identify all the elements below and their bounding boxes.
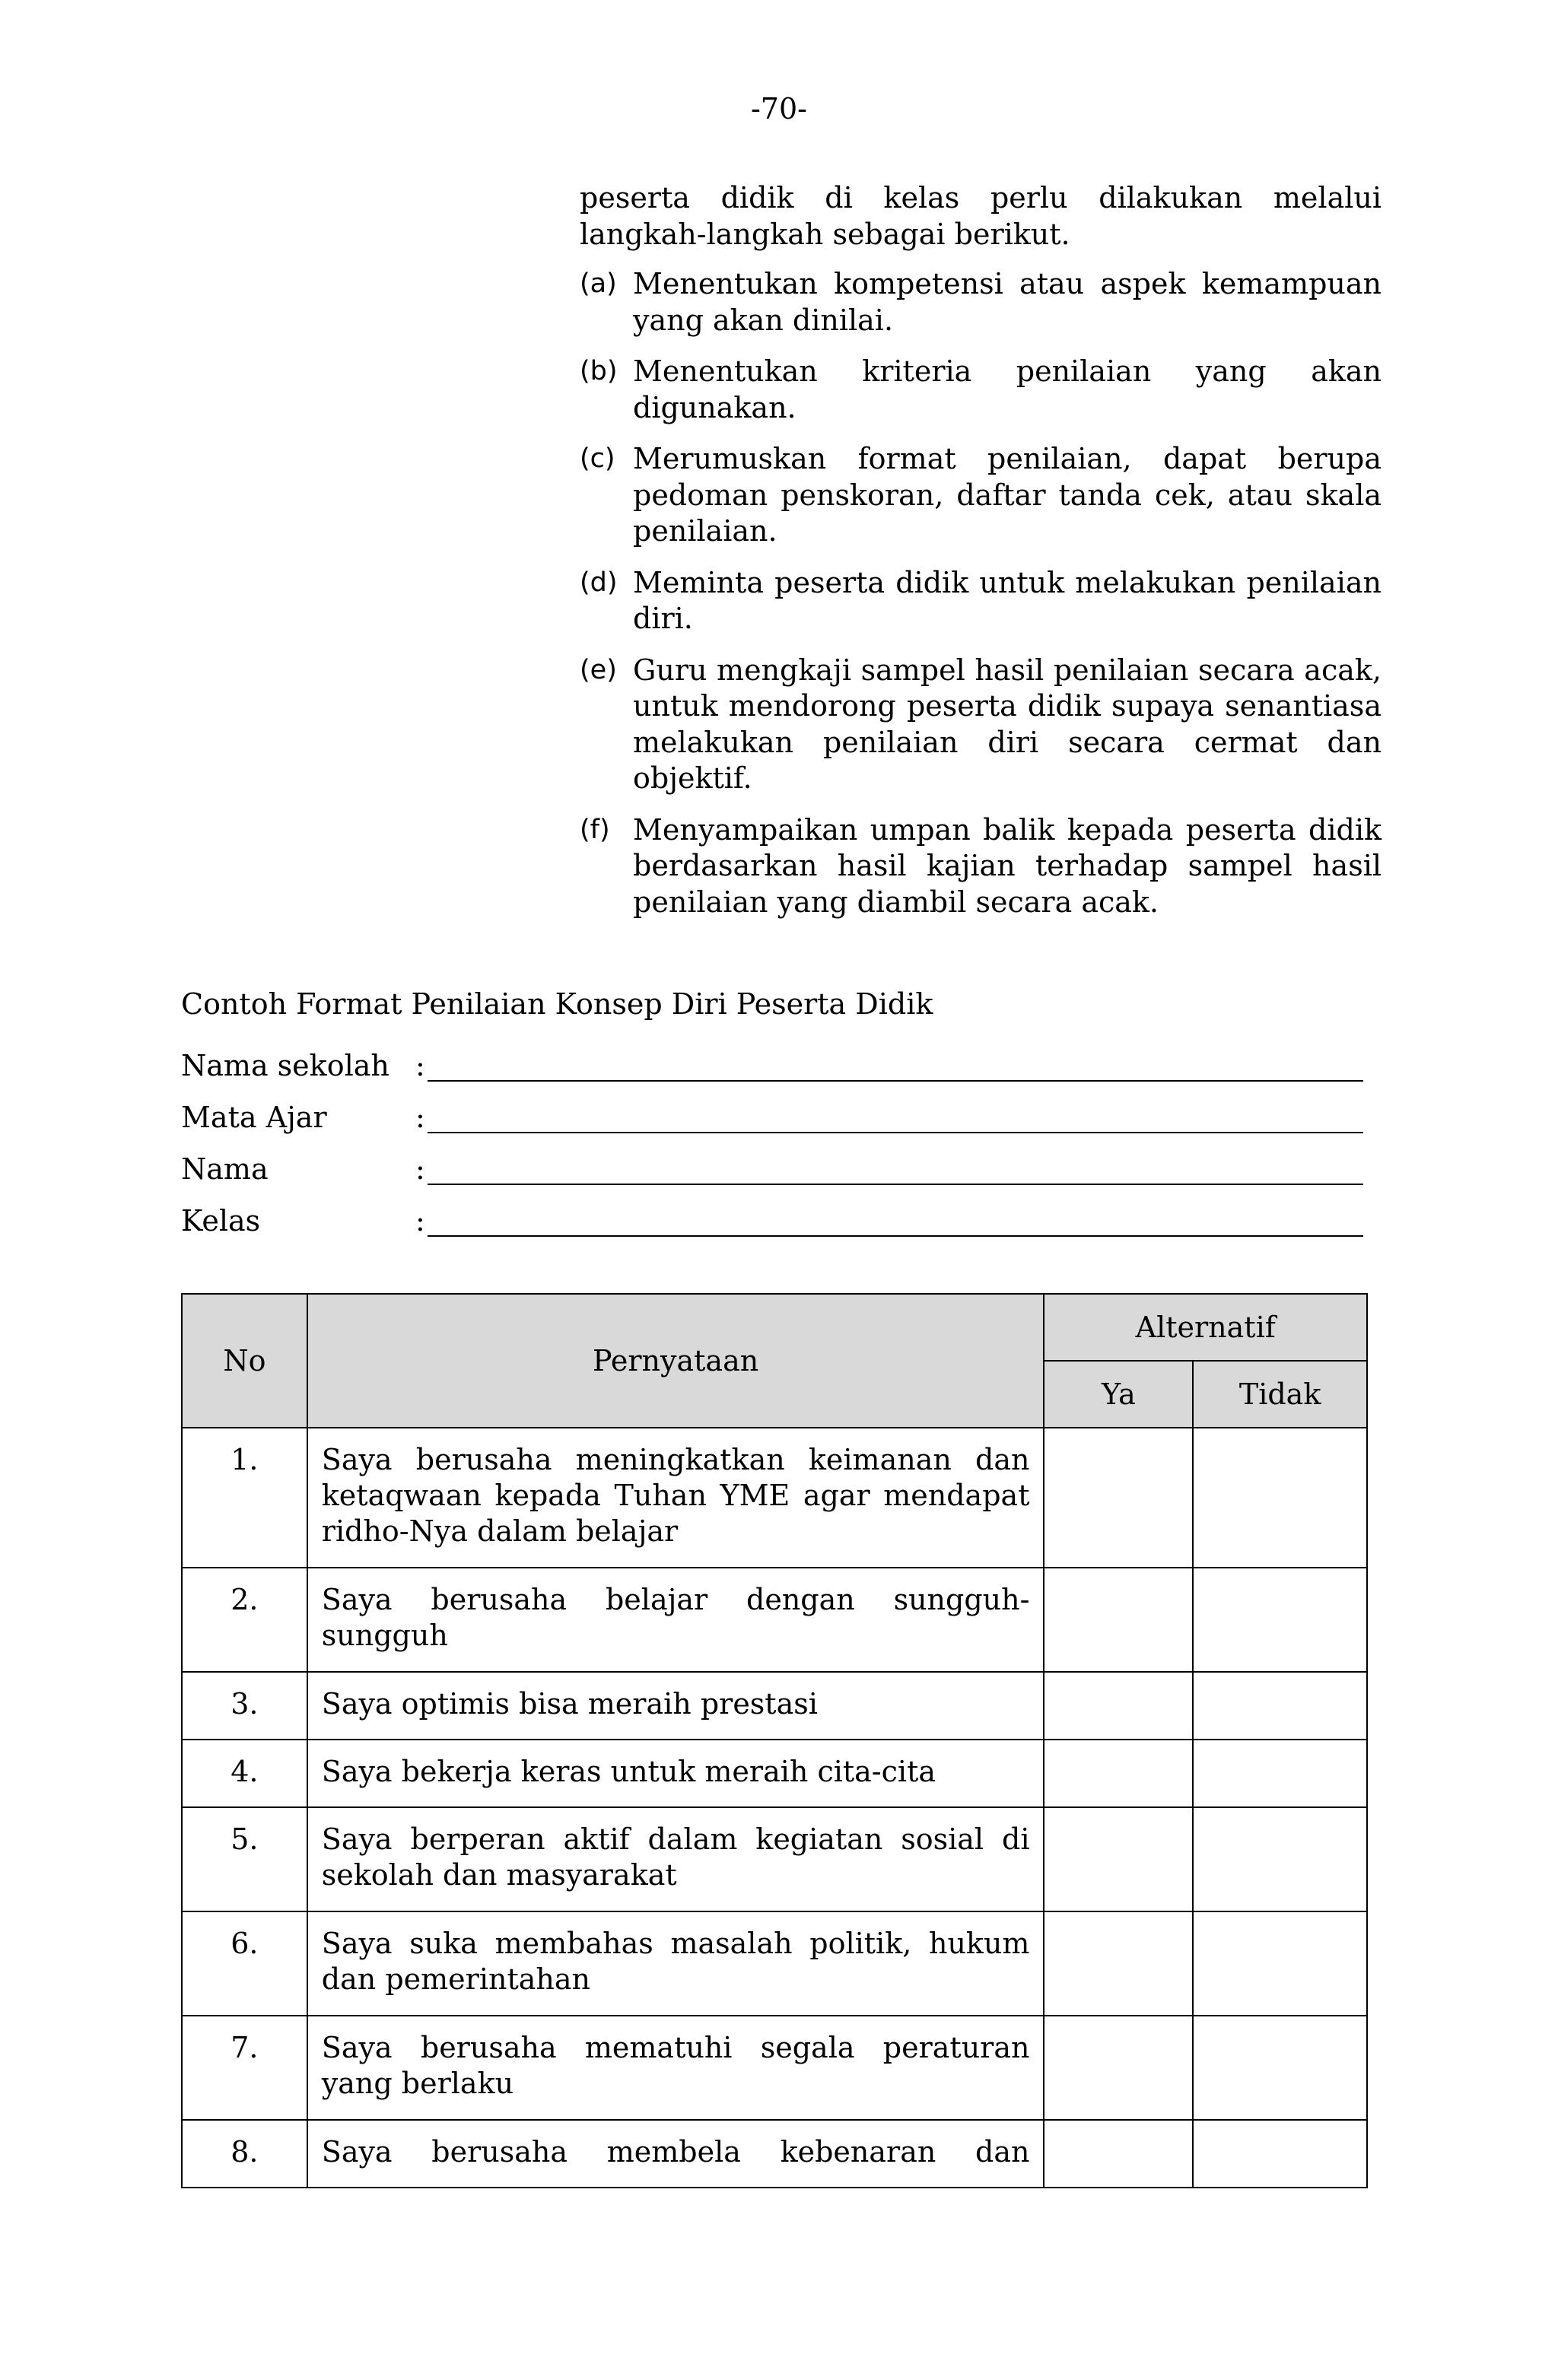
class-blank[interactable] [428, 1202, 1363, 1237]
tidak-check-cell[interactable] [1193, 1807, 1367, 1911]
ya-check-cell[interactable] [1044, 1428, 1193, 1568]
row-number: 1. [182, 1428, 307, 1568]
assessment-table [181, 1293, 1368, 2188]
row-statement: Saya berusaha membela kebenaran dan [307, 2120, 1044, 2188]
step-text: Menentukan kompetensi atau aspek kemampuan yang akan dinilai. [633, 267, 1382, 337]
tidak-check-cell[interactable] [1193, 2016, 1367, 2120]
field-school-name [181, 1033, 1363, 1085]
header-tidak: Tidak [1193, 1361, 1367, 1428]
field-label: Nama sekolah [181, 1049, 390, 1082]
step-text: Guru mengkaji sampel hasil penilaian secara acak, untuk mendorong peserta didik supaya senantiasa melakukan penilaian diri secara cermat dan objektif. [633, 653, 1382, 795]
table-row [182, 2016, 1367, 2120]
page-number: -70- [750, 92, 808, 126]
header-no: No [182, 1294, 307, 1428]
step-item [580, 653, 1382, 797]
row-statement: Saya berusaha belajar dengan sungguh-sungguh [307, 1568, 1044, 1672]
row-number: 7. [182, 2016, 307, 2120]
field-label: Nama [181, 1152, 269, 1186]
ya-check-cell[interactable] [1044, 2120, 1193, 2188]
field-name [181, 1136, 1363, 1188]
step-text: Menentukan kriteria penilaian yang akan digunakan. [633, 354, 1382, 424]
tidak-check-cell[interactable] [1193, 1428, 1367, 1568]
ya-check-cell[interactable] [1044, 1911, 1193, 2016]
table-row [182, 1807, 1367, 1911]
tidak-check-cell[interactable] [1193, 1672, 1367, 1740]
step-item [580, 354, 1382, 426]
steps-list [580, 266, 1382, 936]
row-number: 5. [182, 1807, 307, 1911]
field-colon: : [415, 1049, 425, 1082]
ya-check-cell[interactable] [1044, 2016, 1193, 2120]
form-fields [181, 1033, 1363, 1240]
row-statement: Saya bekerja keras untuk meraih cita-cita [307, 1740, 1044, 1807]
step-item [580, 565, 1382, 637]
step-item [580, 812, 1382, 921]
row-statement: Saya berusaha mematuhi segala peraturan yang berlaku [307, 2016, 1044, 2120]
header-statement: Pernyataan [307, 1294, 1044, 1428]
name-blank[interactable] [428, 1150, 1363, 1185]
row-statement: Saya berusaha meningkatkan keimanan dan ketaqwaan kepada Tuhan YME agar mendapat ridho-Nya dalam belajar [307, 1428, 1044, 1568]
header-alternatif: Alternatif [1044, 1294, 1367, 1361]
tidak-check-cell[interactable] [1193, 1740, 1367, 1807]
tidak-check-cell[interactable] [1193, 2120, 1367, 2188]
field-label: Kelas [181, 1204, 261, 1238]
header-ya: Ya [1044, 1361, 1193, 1428]
row-number: 8. [182, 2120, 307, 2188]
step-text: Merumuskan format penilaian, dapat berupa pedoman penskoran, daftar tanda cek, atau skala penilaian. [633, 442, 1382, 548]
field-label: Mata Ajar [181, 1101, 327, 1134]
step-text: Menyampaikan umpan balik kepada peserta didik berdasarkan hasil kajian terhadap sampel hasil penilaian yang diambil secara acak. [633, 812, 1382, 919]
row-statement: Saya suka membahas masalah politik, hukum dan pemerintahan [307, 1911, 1044, 2016]
field-subject [181, 1085, 1363, 1136]
table-row [182, 1428, 1367, 1568]
tidak-check-cell[interactable] [1193, 1568, 1367, 1672]
step-marker: (c) [580, 443, 615, 474]
step-marker: (b) [580, 356, 618, 386]
field-class [181, 1188, 1363, 1240]
table-row [182, 1911, 1367, 2016]
row-number: 4. [182, 1740, 307, 1807]
step-item [580, 266, 1382, 338]
ya-check-cell[interactable] [1044, 1672, 1193, 1740]
row-number: 2. [182, 1568, 307, 1672]
row-number: 3. [182, 1672, 307, 1740]
tidak-check-cell[interactable] [1193, 1911, 1367, 2016]
form-title: Contoh Format Penilaian Konsep Diri Peserta Didik [181, 987, 933, 1021]
table-row [182, 1568, 1367, 1672]
ya-check-cell[interactable] [1044, 1568, 1193, 1672]
table-row [182, 2120, 1367, 2188]
intro-paragraph: peserta didik di kelas perlu dilakukan melalui langkah-langkah sebagai berikut. [580, 181, 1382, 251]
school-name-blank[interactable] [428, 1047, 1363, 1082]
step-marker: (f) [580, 814, 610, 845]
field-colon: : [415, 1152, 425, 1186]
row-number: 6. [182, 1911, 307, 2016]
step-item [580, 441, 1382, 550]
step-marker: (e) [580, 654, 617, 685]
table-row [182, 1740, 1367, 1807]
step-text: Meminta peserta didik untuk melakukan penilaian diri. [633, 565, 1382, 635]
row-statement: Saya optimis bisa meraih prestasi [307, 1672, 1044, 1740]
step-marker: (d) [580, 567, 618, 598]
step-marker: (a) [580, 269, 617, 299]
ya-check-cell[interactable] [1044, 1740, 1193, 1807]
row-statement: Saya berperan aktif dalam kegiatan sosial di sekolah dan masyarakat [307, 1807, 1044, 1911]
field-colon: : [415, 1204, 425, 1238]
field-colon: : [415, 1101, 425, 1134]
ya-check-cell[interactable] [1044, 1807, 1193, 1911]
subject-blank[interactable] [428, 1098, 1363, 1133]
table-row [182, 1672, 1367, 1740]
